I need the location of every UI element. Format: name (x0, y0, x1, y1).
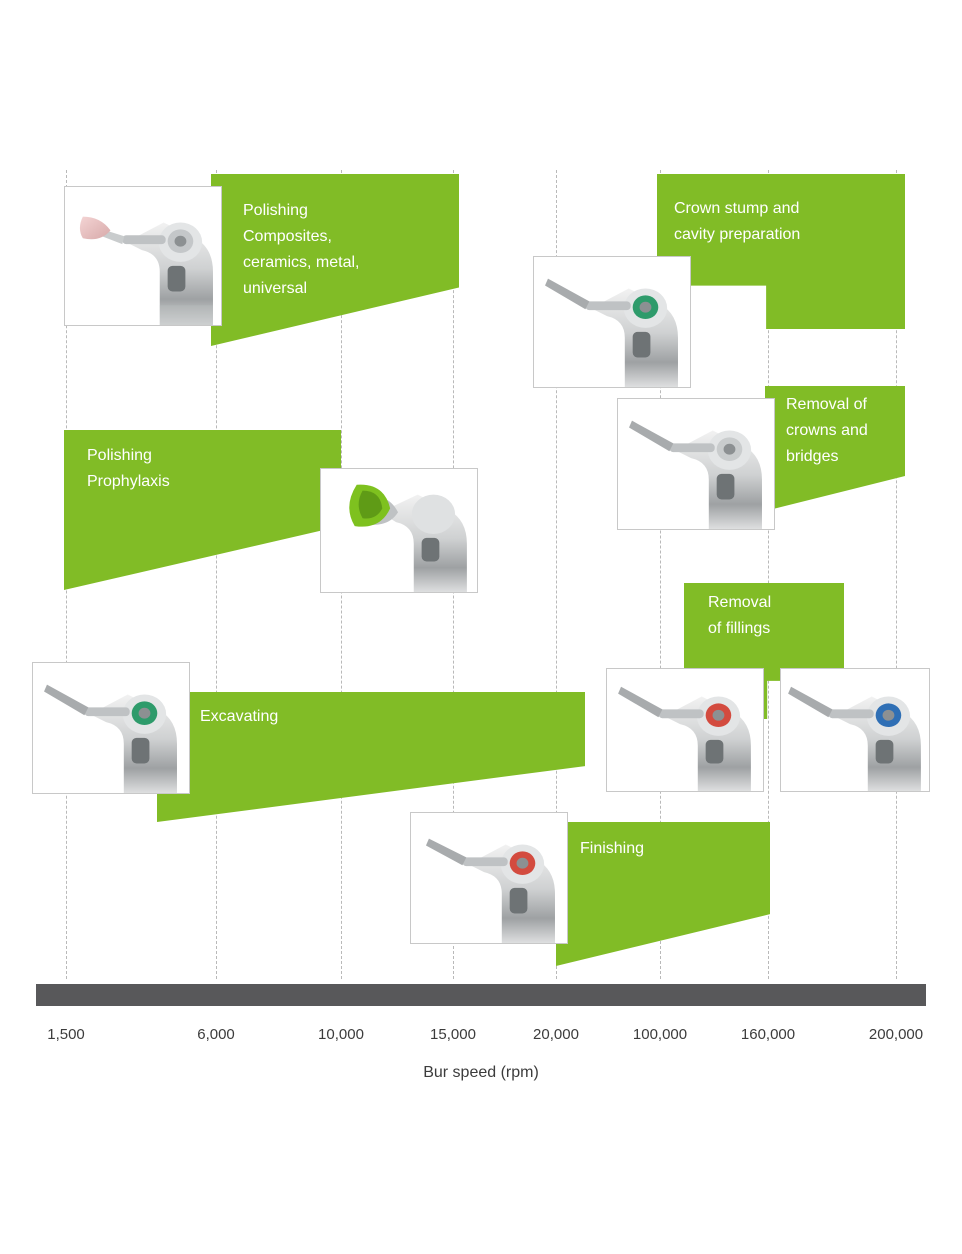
band-removal-crowns (765, 386, 905, 511)
handpiece-photo-excavating (32, 662, 190, 794)
handpiece-illustration (534, 257, 690, 387)
band-excavating (157, 692, 585, 822)
handpiece-photo-finishing (410, 812, 568, 944)
band-label-crown-stump: Crown stump and cavity preparation (674, 200, 801, 243)
tick-label-160000: 160,000 (740, 1026, 796, 1043)
handpiece-photo-crown-stump (533, 256, 691, 388)
handpiece-illustration (618, 399, 774, 529)
handpiece-photo-removal-fillings-blue (780, 668, 930, 792)
tick-label-200000: 200,000 (868, 1026, 924, 1043)
band-label-excavating: Excavating (200, 708, 279, 725)
handpiece-photo-removal-crowns (617, 398, 775, 530)
handpiece-illustration (607, 669, 763, 791)
band-label-polishing-prophylaxis: Polishing Prophylaxis (87, 447, 170, 490)
band-label-removal-fillings: Removal of fillings (708, 594, 772, 637)
band-polishing-composites (211, 174, 459, 346)
handpiece-illustration (321, 469, 477, 592)
handpiece-illustration (411, 813, 567, 943)
axis-bar (36, 984, 926, 1006)
band-finishing (556, 822, 770, 966)
tick-label-10000: 10,000 (318, 1026, 364, 1043)
band-polishing-prophylaxis (64, 430, 341, 590)
handpiece-photo-prophylaxis (320, 468, 478, 593)
band-label-finishing: Finishing (580, 840, 645, 857)
axis-title-bur-speed: Bur speed (rpm) (423, 1064, 539, 1081)
handpiece-illustration (65, 187, 221, 325)
band-crown-stump (657, 174, 905, 329)
handpiece-photo-removal-fillings (606, 668, 764, 792)
band-label-removal-crowns: Removal of crowns and bridges (786, 396, 868, 465)
tick-label-15000: 15,000 (430, 1026, 476, 1043)
handpiece-illustration (33, 663, 189, 793)
tick-label-1500: 1,500 (47, 1026, 85, 1043)
tick-label-20000: 20,000 (533, 1026, 579, 1043)
handpiece-photo-polishing-composites (64, 186, 222, 326)
tick-label-100000: 100,000 (632, 1026, 688, 1043)
handpiece-illustration (781, 669, 929, 791)
tick-label-6000: 6,000 (197, 1026, 235, 1043)
band-label-polishing-composites: Polishing Composites, ceramics, metal, universal (243, 202, 360, 297)
